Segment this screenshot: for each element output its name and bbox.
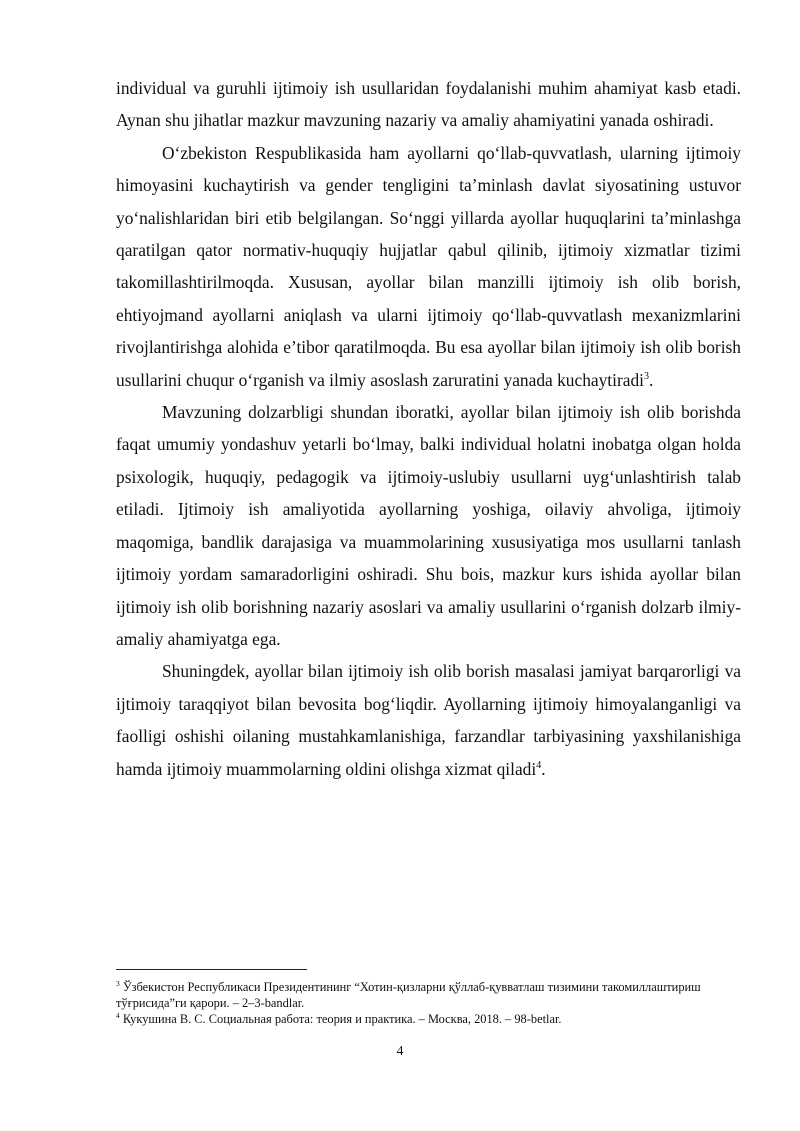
body-text bbox=[116, 72, 741, 785]
paragraph-1: individual va guruhli ijtimoiy ish usullaridan foydalanishi muhim ahamiyat kasb etadi. Aynan shu jihatlar mazkur mavzuning nazariy va amaliy ahamiyatini yanada oshiradi. bbox=[116, 78, 741, 131]
footnote-4: $^4$ Кукушина В. С. Социальная работа: теория и практика. – Москва, 2018. – 98-betlar. bbox=[116, 1011, 562, 1027]
page-number: 4 bbox=[396, 1044, 404, 1059]
paragraph-3: Mavzuning dolzarbligi shundan iboratki, ayollar bilan ijtimoiy ish olib borishda faqat umumiy yondashuv yetarli bo‘lmay, balki individual holatni inobatga olgan holda psixologik, huquqiy, pedagogik va ijtimoiy-uslubiy usullarni uyg‘unlashtirish talab etiladi. Ijtimoiy ish amaliyotida ayollarning yoshiga, oilaviy ahvoliga, ijtimoiy maqomiga, bandlik darajasiga va muammolarining xususiyatiga mos usullarni tanlash ijtimoiy yordam samaradorligini oshiradi. Shu bois, mazkur kurs ishida ayollar bilan ijtimoiy ish olib borishning nazariy asoslari va amaliy usullarini o‘rganish dolzarb ilmiy-amaliy ahamiyatga ega. bbox=[116, 402, 741, 649]
footnote-number: 4 bbox=[116, 1011, 120, 1021]
paragraph-4: Shuningdek, ayollar bilan ijtimoiy ish olib borish masalasi jamiyat barqarorligi va ijtimoiy taraqqiyot bilan bevosita bog‘liqdir. Ayollarning ijtimoiy himoyalanganligi va faolligi oshishi oilaning mustahkamlanishiga, farzandlar tarbiyasining yaxshilanishiga hamda ijtimoiy muammolarning oldini olishga xizmat qiladi$^4$. bbox=[116, 661, 741, 779]
footnote-number: 3 bbox=[116, 978, 120, 988]
paragraph-2: O‘zbekiston Respublikasida ham ayollarni qo‘llab-quvvatlash, ularning ijtimoiy himoyasini kuchaytirish va gender tengligini ta’minlash davlat siyosatining ustuvor yo‘nalishlaridan biri etib belgilangan. So‘nggi yillarda ayollar huquqlarini ta’minlashga qaratilgan qator normativ-huquqiy hujjatlar qabul qilinib, ijtimoiy xizmatlar tizimi takomillashtirilmoqda. Xususan, ayollar bilan manzilli ijtimoiy ish olib borish, ehtiyojmand ayollarni aniqlash va ularni ijtimoiy qo‘llab-quvvatlash mexanizmlarini rivojlantirishga alohida e’tibor qaratilmoqda. Bu esa ayollar bilan ijtimoiy ish olib borish usullarini chuqur o‘rganish va ilmiy asoslash zaruratini yanada kuchaytiradi$^3$. bbox=[116, 142, 741, 390]
footnote-3: $^3$ Ўзбекистон Республикаси Президентининг “Хотин-қизларни қўллаб-қувватлаш тизимини такомиллаштириш тўғрисида”ги қарори. – 2–3-bandlar. bbox=[116, 978, 701, 1011]
footnote-ref-3[interactable]: 3 bbox=[644, 370, 650, 382]
footnote-ref-4[interactable]: 4 bbox=[536, 759, 542, 771]
footnotes bbox=[116, 979, 741, 1028]
footnote-separator bbox=[116, 969, 307, 970]
